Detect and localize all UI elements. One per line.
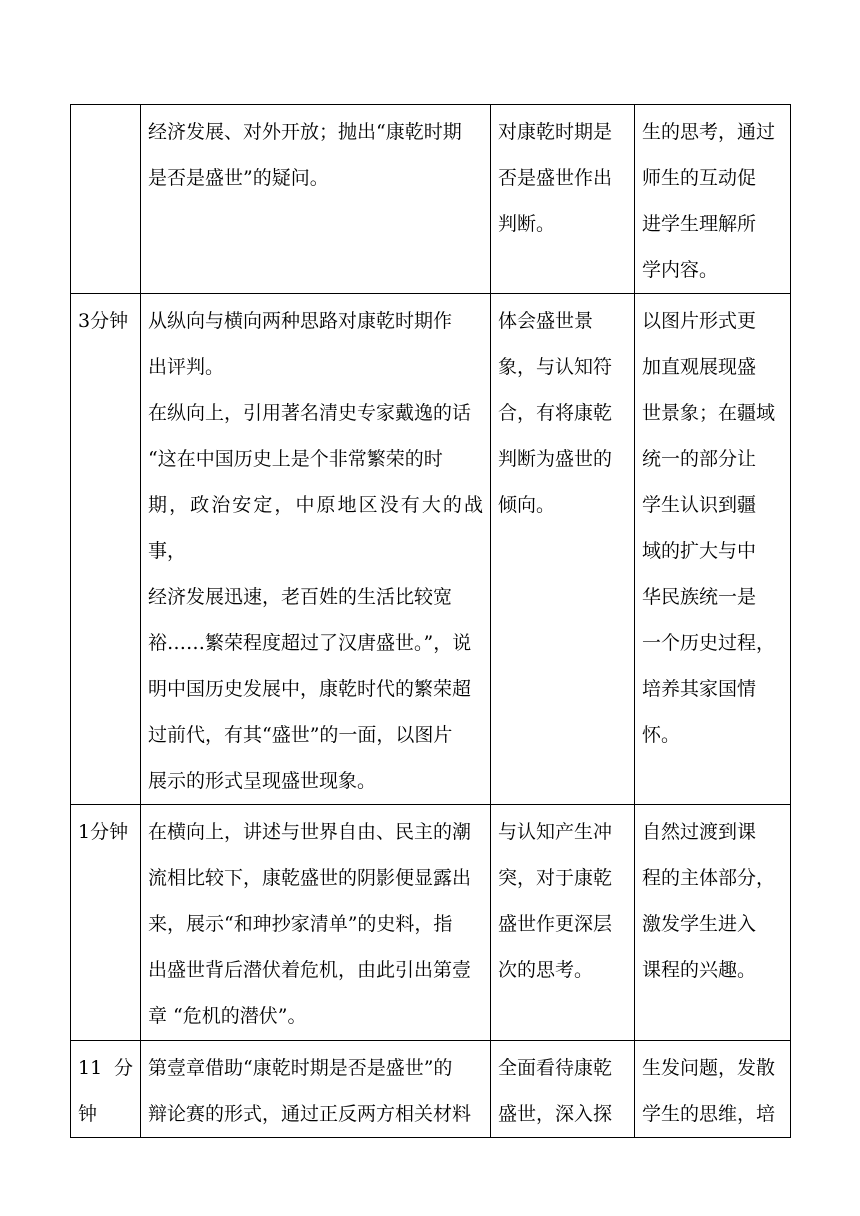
activity-line: 是否是盛世”的疑问。 bbox=[148, 167, 329, 189]
table-row bbox=[71, 105, 791, 294]
intent-line: 自然过渡到课 bbox=[642, 821, 757, 843]
activity-cell bbox=[141, 1041, 491, 1138]
student-line: 倾向。 bbox=[498, 494, 556, 516]
intent-line: 程的主体部分， bbox=[642, 867, 776, 889]
activity-line: 在横向上，讲述与世界自由、民主的潮 bbox=[148, 821, 472, 843]
intent-line: 一个历史过程， bbox=[642, 632, 776, 654]
activity-cell bbox=[141, 105, 491, 294]
time-text: 11 分钟 bbox=[78, 1057, 133, 1125]
intent-line: 怀。 bbox=[642, 724, 681, 746]
intent-line: 课程的兴趣。 bbox=[642, 959, 757, 981]
activity-line: 从纵向与横向两种思路对康乾时期作 bbox=[148, 310, 453, 332]
activity-line: 来，展示“和珅抄家清单”的史料，指 bbox=[148, 913, 453, 935]
student-cell bbox=[491, 805, 635, 1041]
student-line: 体会盛世景 bbox=[498, 310, 594, 332]
activity-line: 明中国历史发展中，康乾时代的繁荣超 bbox=[148, 678, 472, 700]
table-row bbox=[71, 805, 791, 1041]
intent-line: 进学生理解所 bbox=[642, 213, 757, 235]
activity-line: 过前代，有其“盛世”的一面，以图片 bbox=[148, 724, 453, 746]
activity-line: “这在中国历史上是个非常繁荣的时 bbox=[148, 448, 443, 470]
intent-line: 华民族统一是 bbox=[642, 586, 757, 608]
intent-line: 统一的部分让 bbox=[642, 448, 757, 470]
time-cell bbox=[71, 805, 141, 1041]
intent-line: 学内容。 bbox=[642, 259, 719, 281]
intent-line: 师生的互动促 bbox=[642, 167, 757, 189]
activity-line: 期，政治安定，中原地区没有大的战事， bbox=[148, 494, 483, 562]
table-row bbox=[71, 294, 791, 805]
time-text: 3分钟 bbox=[78, 310, 129, 332]
intent-line: 激发学生进入 bbox=[642, 913, 757, 935]
student-line: 判断。 bbox=[498, 213, 556, 235]
intent-line: 生的思考，通过 bbox=[642, 121, 776, 143]
activity-line: 经济发展迅速，老百姓的生活比较宽 bbox=[148, 586, 453, 608]
intent-cell bbox=[635, 105, 791, 294]
student-line: 否是盛世作出 bbox=[498, 167, 613, 189]
intent-line: 学生的思维，培 bbox=[642, 1103, 776, 1125]
activity-cell bbox=[141, 294, 491, 805]
time-cell bbox=[71, 294, 141, 805]
student-line: 合，有将康乾 bbox=[498, 402, 613, 424]
activity-line: 展示的形式呈现盛世现象。 bbox=[148, 770, 377, 792]
time-cell bbox=[71, 105, 141, 294]
activity-line: 出盛世背后潜伏着危机，由此引出第壹 bbox=[148, 959, 472, 981]
activity-cell bbox=[141, 805, 491, 1041]
intent-cell bbox=[635, 805, 791, 1041]
student-line: 盛世作更深层 bbox=[498, 913, 613, 935]
activity-line: 第壹章借助“康乾时期是否是盛世”的 bbox=[148, 1057, 453, 1079]
student-cell bbox=[491, 294, 635, 805]
intent-cell bbox=[635, 294, 791, 805]
intent-line: 加直观展现盛 bbox=[642, 356, 757, 378]
activity-line: 裕……繁荣程度超过了汉唐盛世。”，说 bbox=[148, 632, 472, 654]
student-line: 次的思考。 bbox=[498, 959, 594, 981]
activity-line: 流相比较下，康乾盛世的阴影便显露出 bbox=[148, 867, 472, 889]
time-cell bbox=[71, 1041, 141, 1138]
student-line: 判断为盛世的 bbox=[498, 448, 613, 470]
activity-line: 在纵向上，引用著名清史专家戴逸的话 bbox=[148, 402, 472, 424]
lesson-plan-table bbox=[70, 104, 791, 1138]
intent-line: 培养其家国情 bbox=[642, 678, 757, 700]
student-line: 盛世，深入探 bbox=[498, 1103, 613, 1125]
student-cell bbox=[491, 1041, 635, 1138]
activity-line: 章 “危机的潜伏”。 bbox=[148, 1005, 307, 1027]
time-text: 1分钟 bbox=[78, 821, 129, 843]
student-line: 与认知产生冲 bbox=[498, 821, 613, 843]
student-line: 对康乾时期是 bbox=[498, 121, 613, 143]
intent-line: 世景象；在疆域 bbox=[642, 402, 776, 424]
intent-line: 生发问题，发散 bbox=[642, 1057, 776, 1079]
intent-cell bbox=[635, 1041, 791, 1138]
table-row bbox=[71, 1041, 791, 1138]
student-line: 象，与认知符 bbox=[498, 356, 613, 378]
activity-line: 出评判。 bbox=[148, 356, 225, 378]
student-line: 突，对于康乾 bbox=[498, 867, 613, 889]
activity-line: 辩论赛的形式，通过正反两方相关材料 bbox=[148, 1103, 472, 1125]
intent-line: 域的扩大与中 bbox=[642, 540, 757, 562]
intent-line: 以图片形式更 bbox=[642, 310, 757, 332]
student-line: 全面看待康乾 bbox=[498, 1057, 613, 1079]
student-cell bbox=[491, 105, 635, 294]
intent-line: 学生认识到疆 bbox=[642, 494, 757, 516]
activity-line: 经济发展、对外开放；抛出“康乾时期 bbox=[148, 121, 462, 143]
